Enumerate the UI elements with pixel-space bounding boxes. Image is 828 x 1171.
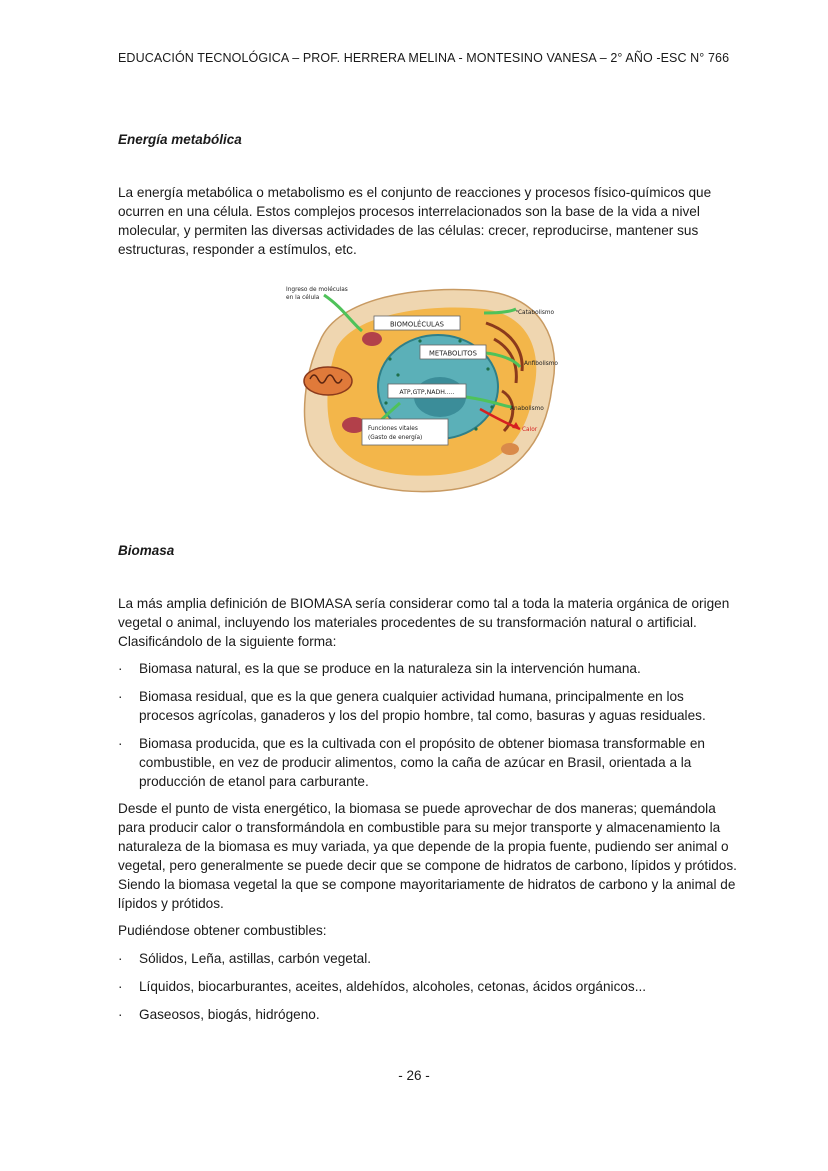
ingreso-label-2: en la célula [286, 295, 320, 301]
list-item-text: Biomasa producida, que es la cultivada con el propósito de obtener biomasa transformable en combustible, en vez de producir alimentos, como la caña de azúcar en Brasil, orientada a la producción de etanol para carburante. [139, 735, 705, 789]
page-number: - 26 - [398, 1068, 430, 1083]
list-item-text: Sólidos, Leña, astillas, carbón vegetal. [139, 951, 371, 966]
list-item-text: Gaseosos, biogás, hidrógeno. [139, 1006, 320, 1022]
calor-label: Calor [522, 427, 538, 433]
cell-metabolism-diagram [280, 279, 580, 499]
list-item [118, 688, 740, 726]
bullet-dot: · [118, 735, 123, 751]
fuels-intro: Pudiéndose obtener combustibles: [118, 923, 327, 938]
section-title-biomasa: Biomasa [118, 543, 175, 558]
list-item [118, 660, 740, 679]
biomasa-types-list [118, 660, 740, 791]
bullet-dot: · [118, 951, 123, 966]
biomoleculas-label: BIOMOLÉCULAS [390, 320, 444, 329]
mitochondrion [304, 367, 352, 395]
list-item-text: Líquidos, biocarburantes, aceites, aldehídos, alcoholes, cetonas, ácidos orgánicos... [139, 978, 647, 994]
list-item [118, 735, 740, 792]
funciones-box [362, 419, 448, 445]
page-header: EDUCACIÓN TECNOLÓGICA – PROF. HERRERA MELINA - MONTESINO VANESA – 2° AÑO -ESC N° 766 [118, 51, 730, 65]
anfibolismo-label: Anfibolismo [524, 361, 558, 367]
anabolismo-label: Anabolismo [510, 406, 544, 412]
fuels-list [118, 950, 740, 1025]
list-item [118, 1006, 740, 1025]
list-item-text: Biomasa residual, que es la que genera cualquier actividad humana, principalmente en los procesos agrícolas, ganaderos y los del propio hombre, tal como, basuras y aguas residuales. [139, 688, 706, 723]
section-title-energia-metabolica: Energía metabólica [118, 132, 242, 147]
biomasa-energy-paragraph: Desde el punto de vista energético, la biomasa se puede aprovechar de dos maneras; quemándola para producir calor o transformándola en combustible para su mejor transporte y almacenamiento la naturaleza de la biomasa es muy variada, ya que depende de la propia fuente, pudiendo ser animal o vegetal, pero generalmente se puede decir que se compone de hidratos de carbono, lípidos y prótidos. Siendo la biomasa vegetal la que se compone mayoritariamente de hidratos de carbono y la animal de lípidos y prótidos. [118, 801, 737, 911]
organelle [362, 332, 382, 346]
atp-label: ATP,GTP,NADH..... [399, 389, 455, 396]
catabolismo-label: Catabolismo [518, 310, 555, 316]
energia-metabolica-paragraph: La energía metabólica o metabolismo es el conjunto de reacciones y procesos físico-químicos que ocurren en una célula. Estos complejos procesos interrelacionados son la base de la vida a nivel molecular, y permiten las diversas actividades de las células: crecer, reproducirse, mantener sus estructuras, responder a estímulos, etc. [118, 185, 712, 257]
organelle [501, 443, 519, 455]
funciones-label-1: Funciones vitales [368, 426, 418, 432]
list-item [118, 950, 740, 969]
list-item-text: Biomasa natural, es la que se produce en la naturaleza sin la intervención humana. [139, 661, 641, 676]
metabolitos-label: METABOLITOS [429, 349, 477, 358]
list-item [118, 978, 740, 997]
funciones-label-2: (Gasto de energía) [368, 435, 423, 441]
bullet-dot: · [118, 978, 123, 994]
bullet-dot: · [118, 1006, 123, 1022]
ingreso-label-1: Ingreso de moléculas [286, 287, 348, 293]
biomasa-intro-paragraph: La más amplia definición de BIOMASA sería considerar como tal a toda la materia orgánica de origen vegetal o animal, incluyendo los materiales procedentes de su transformación natural o artificial. Clasificándolo de la siguiente forma: [118, 596, 730, 649]
bullet-dot: · [118, 688, 123, 704]
bullet-dot: · [118, 661, 123, 676]
